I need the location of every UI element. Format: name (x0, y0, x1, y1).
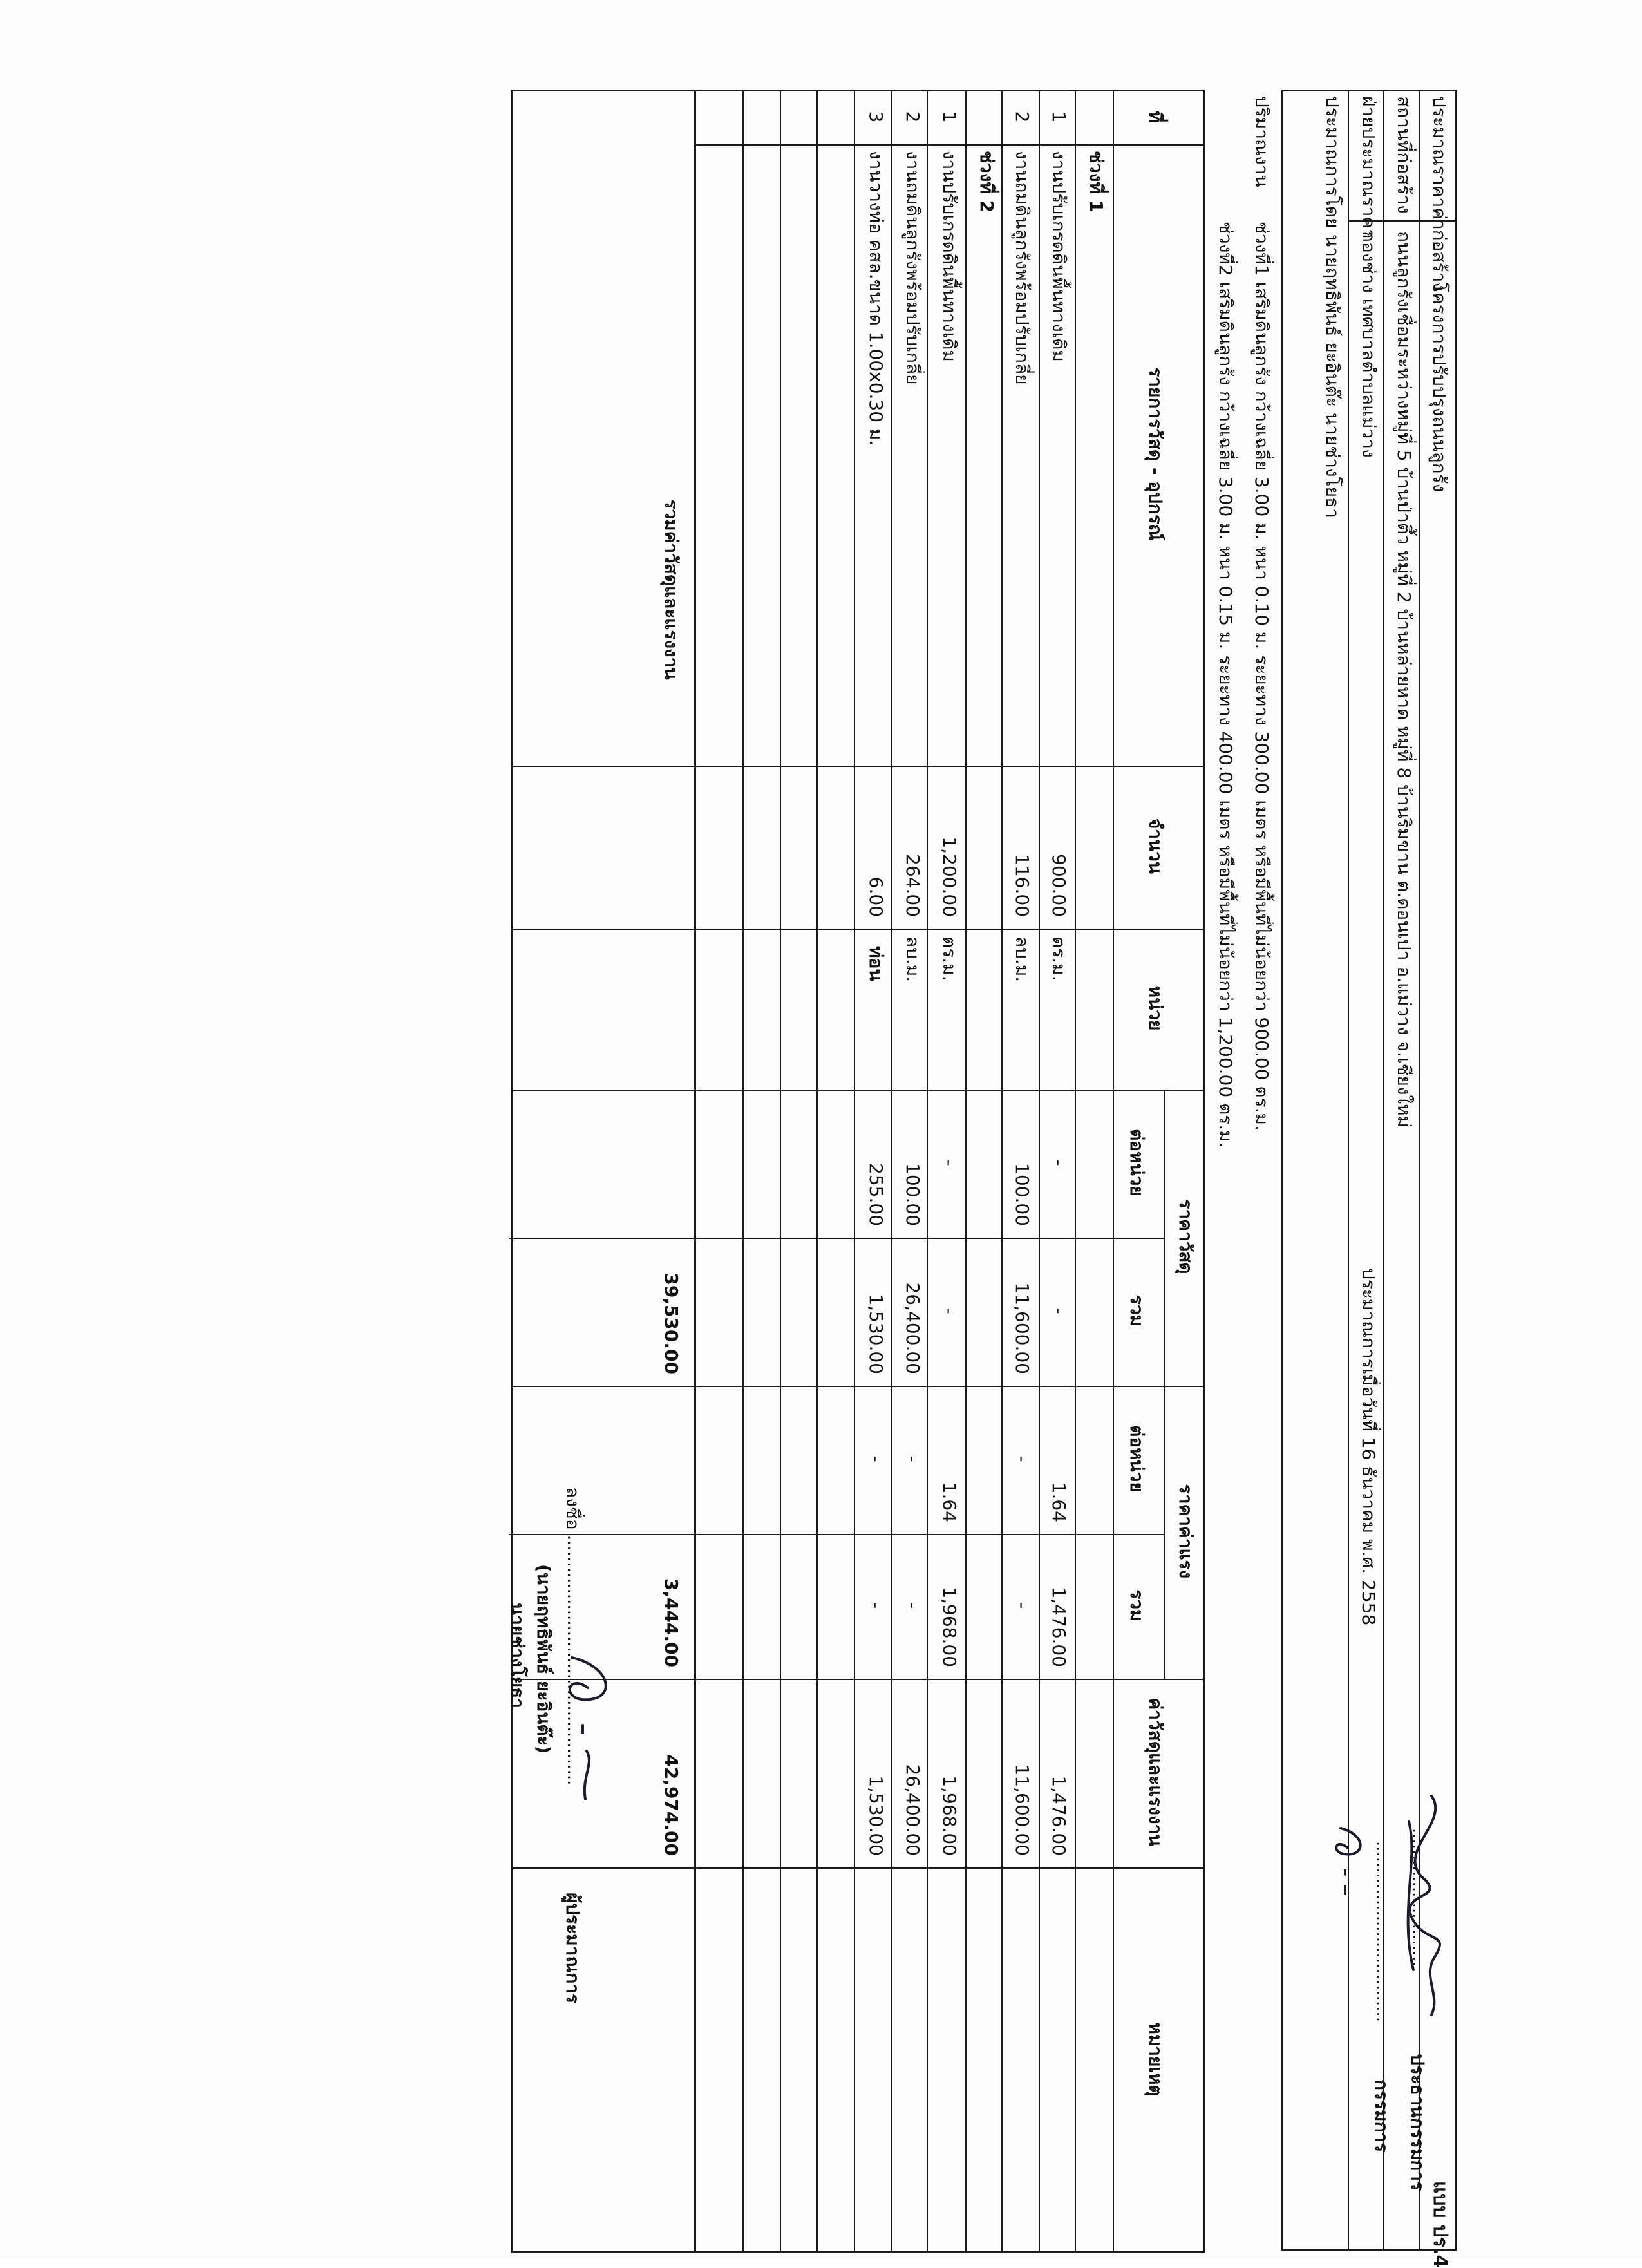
row-qty: 116.00 (1012, 854, 1033, 917)
row-lab-unit: - (902, 1455, 923, 1462)
row-lab-sum: 1,968.00 (939, 1587, 960, 1667)
section-2-label: ช่วงที่ 2 (976, 151, 997, 213)
section-1-label: ช่วงที่ 1 (1086, 151, 1107, 213)
row-total: 1,476.00 (1048, 1775, 1070, 1856)
form-code: แบบ ปร.4 (1429, 2181, 1451, 2268)
estimate-date: ประมาณการเมื่อวันที่ 16 ธันวาคม พ.ศ. 2558 (1358, 1268, 1379, 1626)
row-lab-unit: 1.64 (1048, 1482, 1070, 1522)
office-value: กองช่าง เทศบาลตำบลแม่วาง (1358, 231, 1379, 458)
row-no: 1 (939, 111, 960, 123)
chair-label: ประธานกรรมการ (1407, 2054, 1428, 2191)
row-unit: ลบ.ม. (902, 936, 923, 983)
row-no: 3 (865, 111, 887, 123)
col-material: ราคาวัสดุ (1175, 1199, 1196, 1274)
row-mat-sum: - (1048, 1307, 1070, 1314)
office-label: ฝ่ายประมาณราคา (1358, 96, 1379, 239)
col-total: ค่าวัสดุและแรงงาน (1145, 1697, 1166, 1847)
row-mat-sum: 1,530.00 (865, 1294, 887, 1374)
row-mat-unit: 100.00 (1012, 1163, 1033, 1226)
row-lab-sum: - (1012, 1602, 1033, 1609)
volume-line-1: ช่วงที่1 เสริมดินลูกรัง กว้างเฉลี่ย 3.00 ม. หนา 0.10 ม. ระยะทาง 300.00 เมตร หรือมีพื้นที่ไม่น้อยกว่า 900.00 ตร.ม. (1251, 222, 1272, 1131)
col-material-sum: รวม (1126, 1294, 1147, 1327)
row-lab-sum: 1,476.00 (1048, 1587, 1070, 1667)
row-unit: ท่อน (865, 946, 887, 981)
estimator-title: นายช่างโยธา (507, 1603, 528, 1708)
total-labor: 3,444.00 (661, 1578, 682, 1667)
member-dots: .................................. (1372, 1841, 1392, 2022)
row-item: งานวางท่อ คสล.ขนาด 1.00x0.30 ม. (865, 151, 887, 446)
row-mat-sum: - (939, 1307, 960, 1314)
col-no: ที่ (1145, 111, 1166, 123)
row-item: งานถมดินลูกรังพร้อมปรับเกลี่ย (902, 151, 923, 385)
row-unit: ลบ.ม. (1012, 936, 1033, 983)
col-unit: หน่วย (1145, 985, 1166, 1031)
row-mat-unit: - (1048, 1159, 1070, 1166)
estimator-name: (นายฤทธิพันธ์ ยะอินต๊ะ) (533, 1564, 554, 1754)
row-total: 1,530.00 (865, 1775, 887, 1856)
col-item: รายการวัสดุ - อุปกรณ์ (1145, 367, 1166, 541)
col-labor-sum: รวม (1126, 1589, 1147, 1621)
col-material-per-unit: ต่อหน่วย (1126, 1129, 1147, 1196)
col-note: หมายเหตุ (1145, 2022, 1166, 2097)
col-qty: จำนวน (1145, 818, 1166, 874)
row-unit: ตร.ม. (1048, 936, 1070, 981)
estimator-signature (556, 1648, 627, 1815)
row-mat-sum: 26,400.00 (902, 1282, 923, 1374)
chair-dots: .......................... (1408, 1828, 1428, 1967)
project-value: โครงการปรับปรุงถนนลูกรัง (1429, 283, 1450, 493)
sign-label: ลงชื่อ (562, 1487, 583, 1530)
row-qty: 1,200.00 (939, 836, 960, 917)
row-lab-sum: - (865, 1602, 887, 1609)
row-mat-unit: - (939, 1159, 960, 1166)
row-total: 26,400.00 (902, 1764, 923, 1856)
rotated-form (507, 90, 1457, 2268)
sign-dots: ............................................... (563, 1535, 583, 1786)
row-mat-unit: 255.00 (865, 1163, 887, 1226)
row-unit: ตร.ม. (939, 936, 960, 981)
site-label: สถานที่ก่อสร้าง (1393, 96, 1415, 214)
row-lab-unit: - (1012, 1455, 1033, 1462)
total-label: รวมค่าวัสดุและแรงงาน (661, 499, 682, 680)
row-qty: 6.00 (865, 876, 887, 917)
grand-total: 42,974.00 (661, 1754, 682, 1856)
row-no: 2 (902, 111, 923, 123)
row-item: งานถมดินลูกรังพร้อมปรับเกลี่ย (1012, 151, 1033, 385)
row-qty: 900.00 (1048, 854, 1070, 917)
member-signature (1325, 1822, 1376, 1912)
col-labor: ราคาค่าแรง (1175, 1484, 1196, 1579)
row-total: 11,600.00 (1012, 1764, 1033, 1856)
row-mat-unit: 100.00 (902, 1163, 923, 1226)
estimator-value: นายฤทธิพันธ์ ยะอินต๊ะ นายช่างโยธา (1322, 234, 1343, 518)
cost-table (511, 90, 1205, 2253)
row-lab-sum: - (902, 1602, 923, 1609)
row-mat-sum: 11,600.00 (1012, 1282, 1033, 1374)
row-no: 2 (1012, 111, 1033, 123)
member-label: กรรมการ (1371, 2079, 1392, 2153)
row-item: งานปรับเกรดดินพื้นทางเดิม (939, 151, 960, 362)
col-labor-per-unit: ต่อหน่วย (1126, 1425, 1147, 1493)
row-lab-unit: - (865, 1455, 887, 1462)
committee-signature (1373, 1783, 1470, 2028)
estimator-label: ประมาณการโดย (1322, 96, 1343, 229)
row-total: 1,968.00 (939, 1775, 960, 1856)
row-lab-unit: 1.64 (939, 1482, 960, 1522)
row-no: 1 (1048, 111, 1070, 123)
volume-label: ปริมาณงาน (1251, 96, 1272, 187)
total-material: 39,530.00 (661, 1272, 682, 1374)
site-value: ถนนลูกรังเชื่อมระหว่างหมู่ที่ 5 บ้านป่าตึ้ว หมู่ที่ 2 บ้านหล่ายหาด หมู่ที่ 8 บ้านริมขาน ต.ดอนเปา อ.แม่วาง จ.เชียงใหม่ (1393, 231, 1415, 1128)
sign-role: ผู้ประมาณการ (562, 1893, 583, 2004)
row-item: งานปรับเกรดดินพื้นทางเดิม (1048, 151, 1070, 362)
volume-line-2: ช่วงที่2 เสริมดินลูกรัง กว้างเฉลี่ย 3.00 ม. หนา 0.15 ม. ระยะทาง 400.00 เมตร หรือมีพื้นที่ไม่น้อยกว่า 1,200.00 ตร.ม. (1215, 222, 1236, 1148)
project-label: ประมาณราคาค่าก่อสร้าง (1429, 96, 1450, 291)
row-qty: 264.00 (902, 854, 923, 917)
